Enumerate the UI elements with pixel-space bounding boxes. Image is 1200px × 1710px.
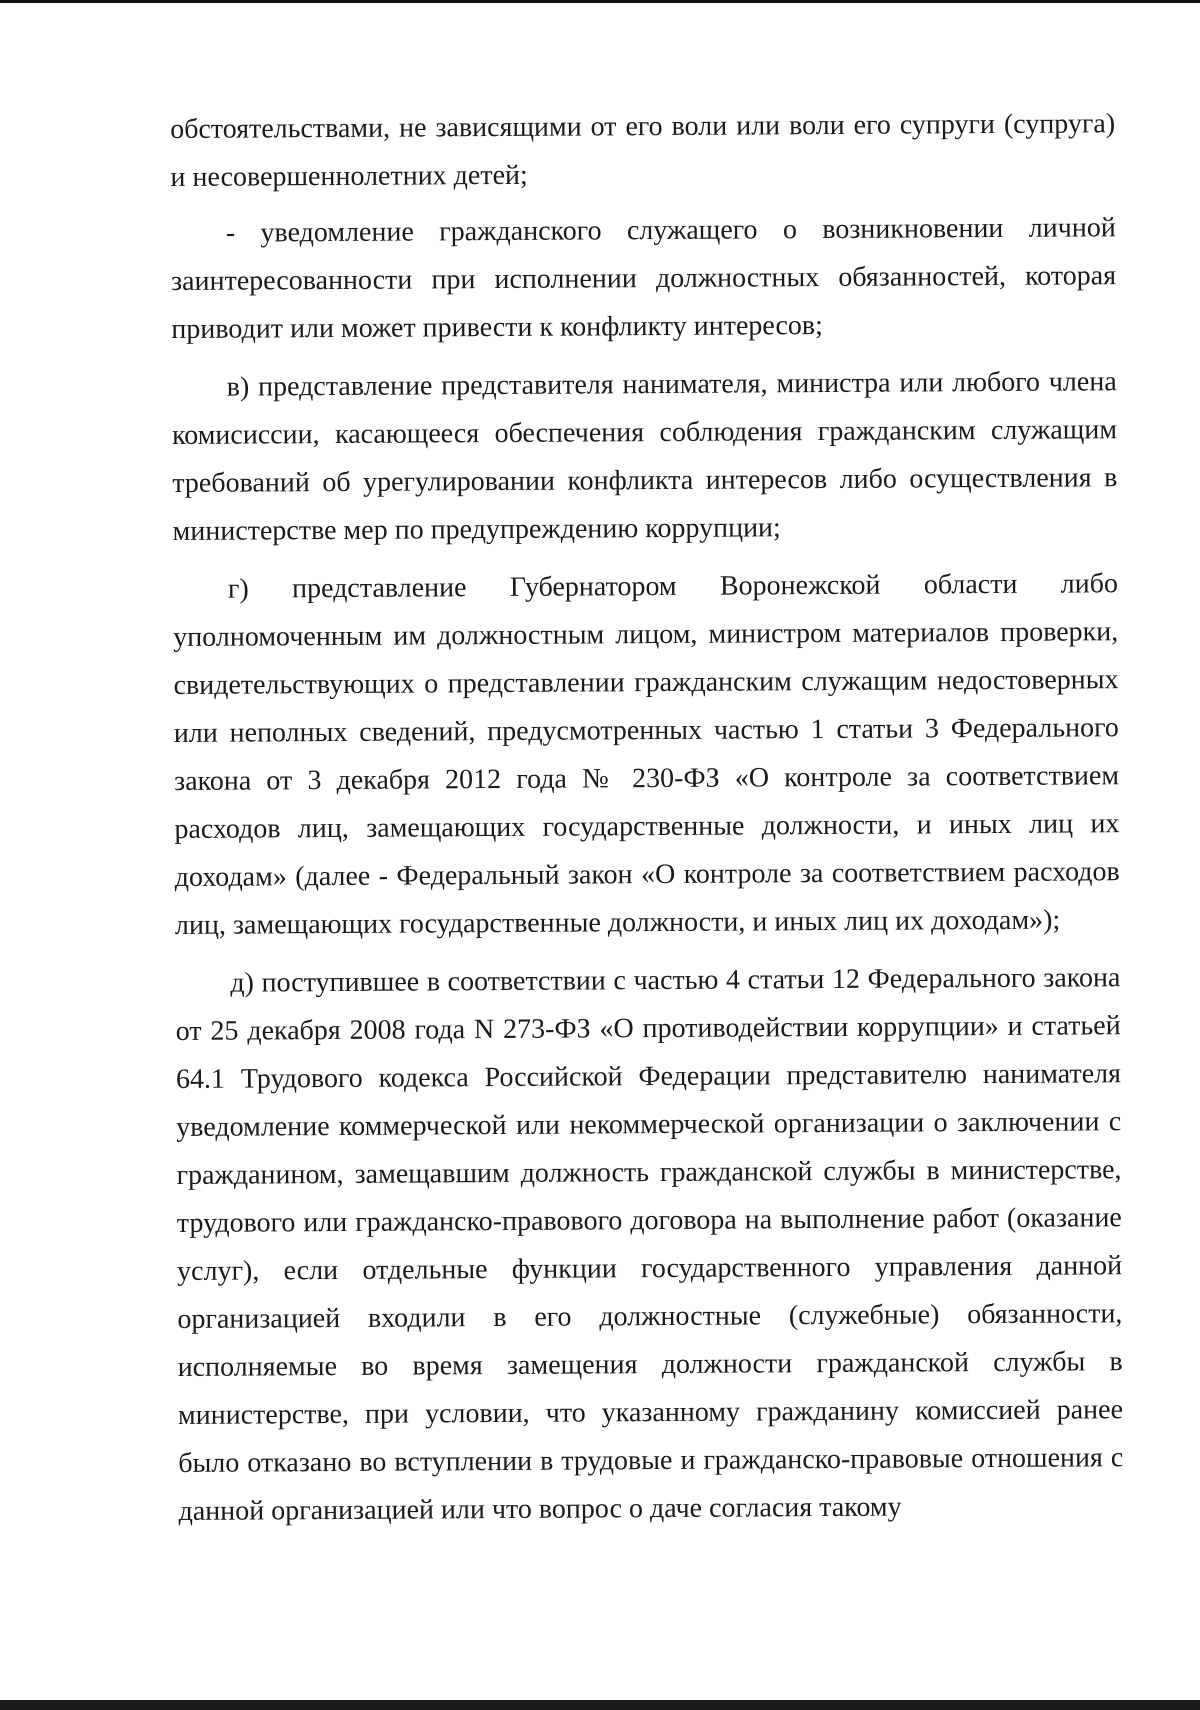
paragraph-notification: - уведомление гражданского служащего о возникновении личной заинтересованности при исполнении должностных обязанностей, которая приводит или может привести к конфликту интересов; bbox=[170, 212, 1117, 345]
scan-top-border bbox=[0, 0, 1200, 3]
paragraph-continuation: обстоятельствами, не зависящими от его воли или воли его супруги (супруга) и несовершеннолетних детей; bbox=[170, 108, 1116, 193]
paragraph-item-v: в) представление представителя нанимателя, министра или любого члена комисиссии, касающееся обеспечения соблюдения гражданским служащим требований об урегулировании конфликта интересов либо осуществления в министерстве мер по предупреждению коррупции; bbox=[171, 366, 1118, 547]
document-body bbox=[170, 100, 1124, 1536]
scan-bottom-border bbox=[0, 1700, 1200, 1710]
paragraph-item-d: д) поступившее в соответствии с частью 4 статьи 12 Федерального закона от 25 декабря 2008 года N 273-ФЗ «О противодействии коррупции» и статьей 64.1 Трудового кодекса Российской Федерации представителю нанимателя уведомление коммерческой или некоммерческой организации о заключении с гражданином, замещавшим должность гражданской службы в министерстве, трудового или гражданско-правового договора на выполнение работ (оказание услуг), если отдельные функции государственного управления данной организацией входили в его должностные (служебные) обязанности, исполняемые во время замещения должности гражданской службы в министерстве, при условии, что указанному гражданину комиссией ранее было отказано во вступлении в трудовые и гражданско-правовые отношения с данной организацией или что вопрос о даче согласия такому bbox=[175, 962, 1124, 1527]
paragraph-item-g: г) представление Губернатором Воронежской области либо уполномоченным им должностным лицом, министром материалов проверки, свидетельствующих о представлении гражданским служащим недостоверных или неполных сведений, предусмотренных частью 1 статьи 3 Федерального закона от 3 декабря 2012 года № 230-ФЗ «О контроле за соответствием расходов лиц, замещающих государственные должности, и иных лиц их доходам» (далее - Федеральный закон «О контроле за соответствием расходов лиц, замещающих государственные должности, и иных лиц их доходам»); bbox=[173, 568, 1120, 941]
